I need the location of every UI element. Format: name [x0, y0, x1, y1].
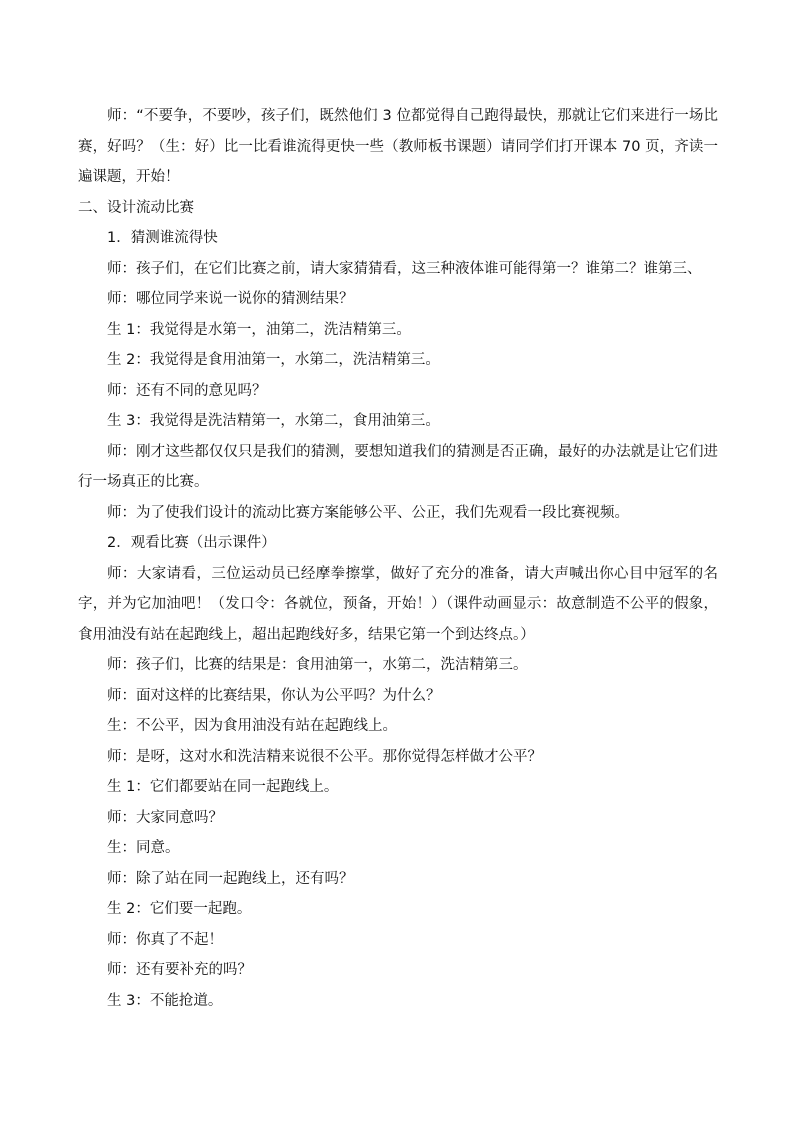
- paragraph: 生 3：我觉得是洗洁精第一，水第二，食用油第三。: [107, 413, 440, 429]
- paragraph: 生 2：我觉得是食用油第一，水第二，洗洁精第三。: [107, 352, 440, 368]
- paragraph: 生 1：我觉得是水第一，油第二，洗洁精第三。: [107, 321, 411, 338]
- subsection-heading: 2．观看比赛（出示课件）: [107, 535, 276, 551]
- paragraph: 生：不公平，因为食用油没有站在起跑线上。: [107, 718, 397, 734]
- document-body: [78, 101, 718, 1016]
- paragraph: 师：刚才这些都仅仅只是我们的猜测，要想知道我们的猜测是否正确，最好的办法就是让它们进行一场真正的比赛。: [78, 443, 718, 490]
- paragraph-intro: 师：“不要争，不要吵，孩子们，既然他们 3 位都觉得自己跑得最快，那就让它们来进行一场比赛，好吗？（生：好）比一比看谁流得更快一些（教师板书课题）请同学们打开课本 70 页，齐读一遍课题，开始！: [78, 108, 718, 185]
- paragraph: 师：为了使我们设计的流动比赛方案能够公平、公正，我们先观看一段比赛视频。: [107, 504, 629, 521]
- paragraph: 师：哪位同学来说一说你的猜测结果？: [107, 291, 354, 307]
- paragraph: 生 1：它们都要站在同一起跑线上。: [107, 779, 339, 795]
- paragraph: 师：是呀，这对水和洗洁精来说很不公平。那你觉得怎样做才公平？: [107, 748, 542, 765]
- paragraph: 师：孩子们，比赛的结果是：食用油第一，水第二，洗洁精第三。: [107, 657, 528, 673]
- paragraph: 生：同意。: [107, 840, 180, 856]
- paragraph: 师：大家同意吗？: [107, 809, 223, 826]
- paragraph: 师：面对这样的比赛结果，你认为公平吗？为什么？: [107, 687, 441, 704]
- paragraph: 师：你真了不起！: [107, 931, 223, 948]
- paragraph: 生 2：它们要一起跑。: [107, 901, 252, 917]
- section-heading: 二、设计流动比赛: [78, 199, 194, 216]
- subsection-heading: 1．猜测谁流得快: [107, 230, 218, 246]
- paragraph: 师：还有要补充的吗？: [107, 962, 252, 978]
- paragraph: 师：大家请看，三位运动员已经摩拳擦掌，做好了充分的准备，请大声喊出你心目中冠军的名字，并为它加油吧！（发口令：各就位，预备，开始！）（课件动画显示：故意制造不公平的假象，食用油没有站在起跑线上，超出起跑线好多，结果它第一个到达终点。）: [78, 565, 718, 643]
- paragraph: 师：除了站在同一起跑线上，还有吗？: [107, 870, 354, 887]
- paragraph: 师：孩子们，在它们比赛之前，请大家猜猜看，这三种液体谁可能得第一？谁第二？谁第三、: [107, 260, 702, 277]
- paragraph: 师：还有不同的意见吗？: [107, 382, 267, 399]
- paragraph: 生 3：不能抢道。: [107, 992, 223, 1009]
